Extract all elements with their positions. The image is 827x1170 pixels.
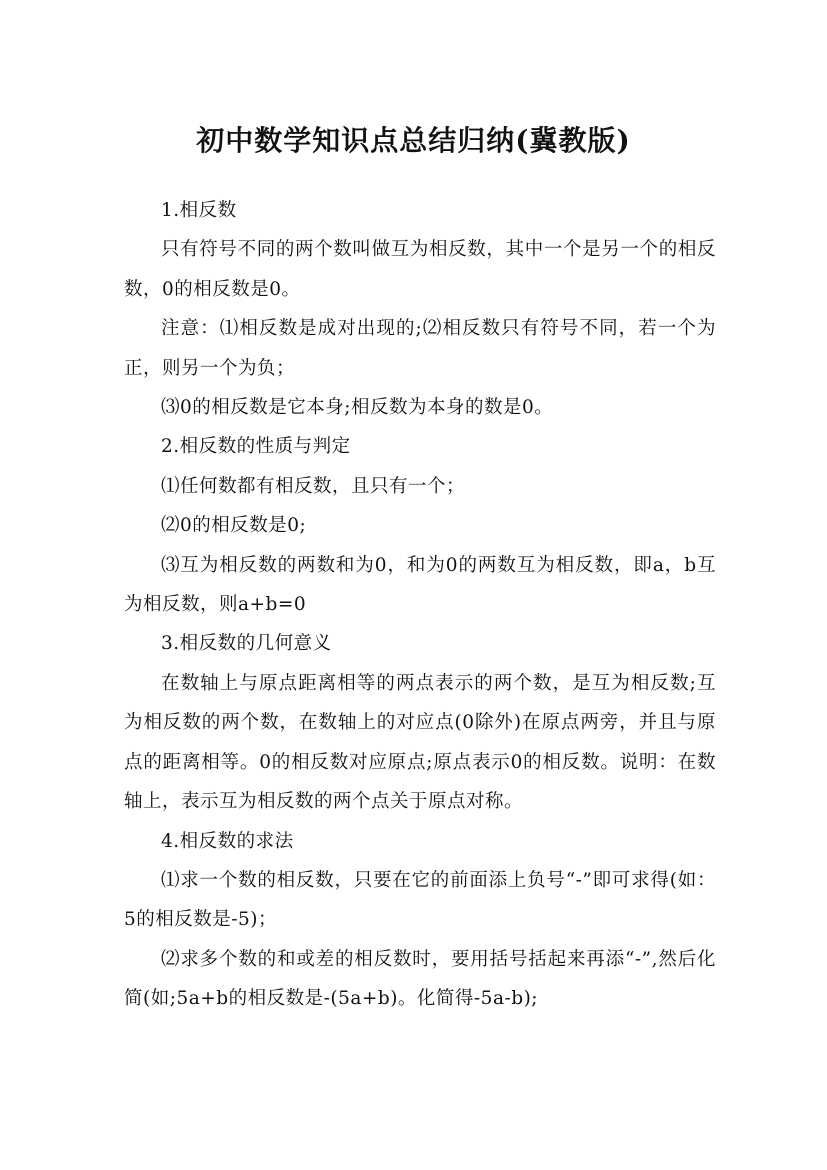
- paragraph: ⑶0的相反数是它本身;相反数为本身的数是0。: [161, 397, 554, 419]
- paragraph: ⑶互为相反数的两数和为0，和为0的两数互为相反数，即a，b互为相反数，则a+b=0: [124, 554, 716, 616]
- paragraph: 只有符号不同的两个数叫做互为相反数，其中一个是另一个的相反数，0的相反数是0。: [124, 239, 716, 300]
- paragraph: 在数轴上与原点距离相等的两点表示的两个数，是互为相反数;互为相反数的两个数，在数轴上的对应点(0除外)在原点两旁，并且与原点的距离相等。0的相反数对应原点;原点表示0的相反数。说明：在数轴上，表示互为相反数的两个点关于原点对称。: [124, 672, 716, 813]
- paragraph-heading-3: 3.相反数的几何意义: [161, 633, 332, 655]
- paragraph-heading-2: 2.相反数的性质与判定: [161, 436, 351, 458]
- paragraph: ⑵求多个数的和或差的相反数时，要用括号括起来再添“-”,然后化简(如;5a+b的相反数是-(5a+b)。化简得-5a-b);: [124, 948, 716, 1010]
- paragraph-heading-4: 4.相反数的求法: [161, 830, 294, 852]
- document-body: [124, 191, 716, 1019]
- paragraph-heading-1: 1.相反数: [161, 200, 237, 221]
- paragraph: ⑴任何数都有相反数，且只有一个；: [161, 475, 466, 497]
- document-title: 初中数学知识点总结归纳(冀教版): [196, 123, 631, 157]
- paragraph: ⑵0的相反数是0;: [161, 515, 307, 537]
- paragraph: ⑴求一个数的相反数，只要在它的前面添上负号“-”即可求得(如：5的相反数是-5)；: [124, 869, 716, 931]
- paragraph: 注意：⑴相反数是成对出现的;⑵相反数只有符号不同，若一个为正，则另一个为负；: [124, 318, 716, 379]
